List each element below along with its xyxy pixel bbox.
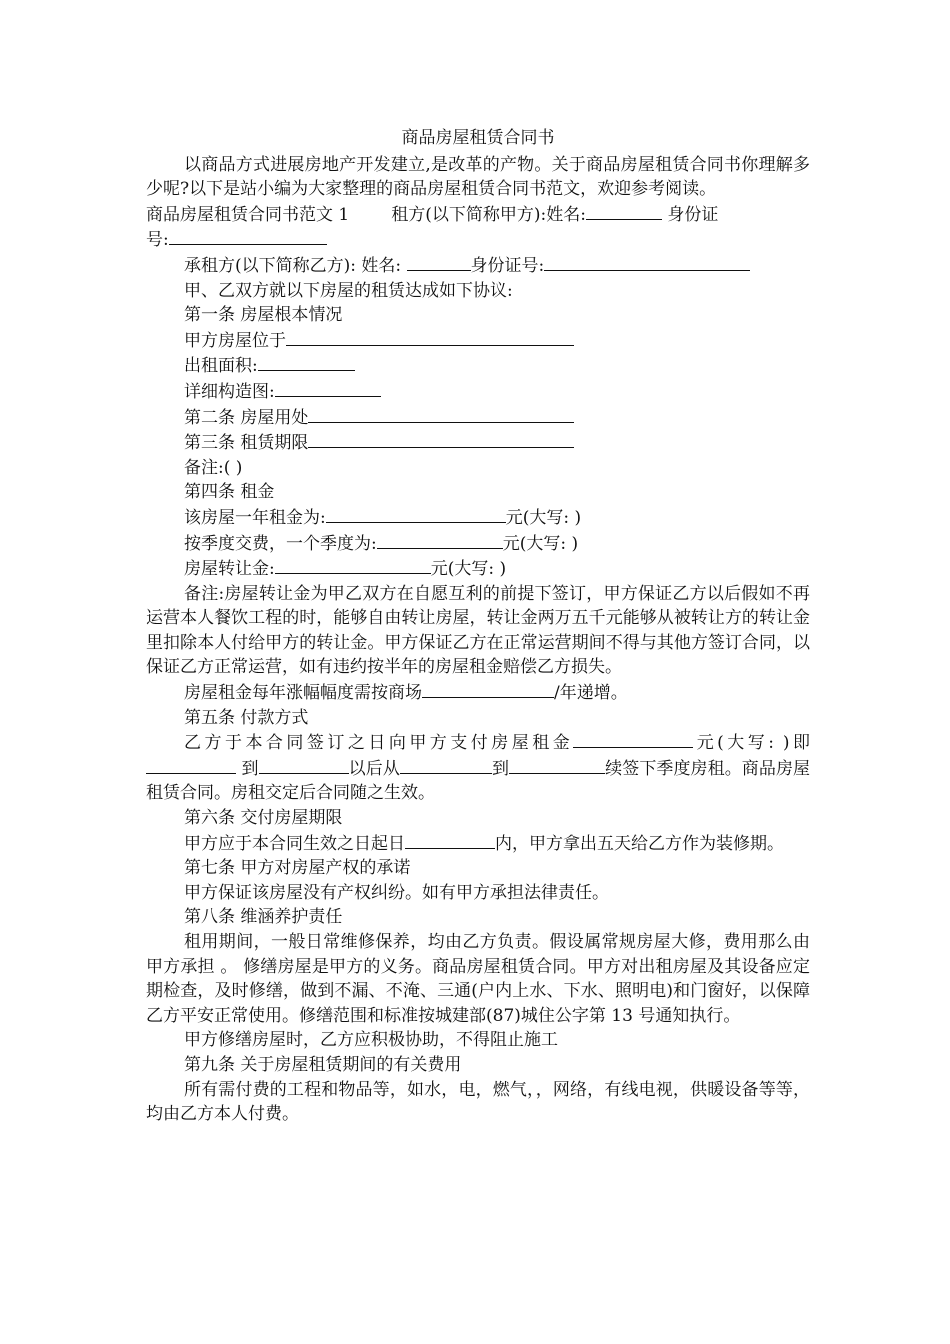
date-blank-1 (146, 756, 236, 774)
lessor-id-blank (169, 227, 327, 245)
annual-rent-blank (326, 505, 506, 523)
fees-paragraph: 所有需付费的工程和物品等，如水，电，燃气，，网络，有线电视，供暖设备等等，均由乙方本人付费。 (146, 1079, 810, 1125)
transfer-fee-line: 房屋转让金: 元(大写: ) (146, 556, 810, 582)
lessee-id-label: 身份证号: (470, 255, 545, 276)
intro-paragraph: 以商品方式进展房地产开发建立,是改革的产物。关于商品房屋租赁合同书你理解多少呢?以下是站小编为大家整理的商品房屋租赁合同书范文，欢迎参考阅读。 (146, 154, 810, 200)
article-5-heading: 第五条 付款方式 (184, 707, 309, 728)
maintenance-paragraph: 租用期间，一般日常维修保养，均由乙方负责。假设属常规房屋大修，费用那么由甲方承担 。 修缮房屋是甲方的义务。商品房屋租赁合同。甲方对出租房屋及其设备应定期检查，及时修缮，做到不漏、不淹、三通(户内上水、下水、照明电)和门窗好，以保障乙方平安正常使用。修缮范围和标准按城建部(87)城住公字第 13 号通知执行。 (146, 932, 810, 1026)
lessee-name-label: 承租方(以下简称乙方): 姓名: (184, 255, 402, 276)
lessee-line (146, 253, 810, 279)
payment-paragraph: 乙方于本合同签订之日向甲方支付房屋租金 元(大写: )即 到 以后从 到 续签下季度房租。商品房屋租赁合同。房租交定后合同随之生效。 (146, 730, 810, 806)
rent-increase-line: 房屋租金每年涨幅幅度需按商场 /年递增。 (146, 680, 810, 706)
article-4-heading: 第四条 租金 (184, 482, 275, 503)
sample-heading-line (146, 202, 810, 228)
date-blank-2 (259, 756, 349, 774)
lessee-name-blank (407, 253, 471, 271)
assist-line: 甲方修缮房屋时，乙方应积极协助，不得阻止施工 (184, 1030, 558, 1051)
note-1: 备注:( ) (184, 457, 243, 478)
article-8-heading: 第八条 维涵养护责任 (184, 907, 343, 928)
article-6-heading: 第六条 交付房屋期限 (184, 808, 343, 829)
agreement-line: 甲、乙双方就以下房屋的租赁达成如下协议: (184, 280, 513, 301)
area-blank (258, 353, 355, 371)
delivery-blank (405, 831, 495, 849)
location-blank (286, 328, 574, 346)
structure-blank (275, 379, 381, 397)
article-9-heading: 第九条 关于房屋租赁期间的有关费用 (184, 1054, 462, 1075)
quarter-rent-line: 按季度交费，一个季度为: 元(大写: ) (146, 531, 810, 557)
increase-blank (422, 680, 554, 698)
contract-body (146, 126, 810, 1127)
article-2-line: 第二条 房屋用处 (146, 405, 810, 431)
date-blank-3 (400, 756, 492, 774)
article-1-heading: 第一条 房屋根本情况 (184, 305, 343, 326)
payment-blank (573, 730, 693, 748)
quarter-rent-blank (377, 531, 503, 549)
date-blank-4 (509, 756, 605, 774)
lessor-id-label-a: 身份证 (667, 204, 719, 225)
term-blank (308, 430, 574, 448)
transfer-fee-blank (275, 556, 431, 574)
document-title: 商品房屋租赁合同书 (401, 128, 555, 148)
lessee-id-blank (544, 253, 750, 271)
lessor-name-blank (586, 202, 662, 220)
delivery-paragraph: 甲方应于本合同生效之日起日 内，甲方拿出五天给乙方作为装修期。 (146, 831, 810, 857)
structure-line: 详细构造图: (146, 379, 810, 405)
promise-line: 甲方保证该房屋没有产权纠纷。如有甲方承担法律责任。 (184, 882, 609, 903)
lessor-id-line: 号: (146, 227, 810, 253)
article-7-heading: 第七条 甲方对房屋产权的承诺 (184, 858, 411, 879)
usage-blank (308, 405, 574, 423)
article-3-line: 第三条 租赁期限 (146, 430, 810, 456)
location-line: 甲方房屋位于 (146, 328, 810, 354)
annual-rent-line: 该房屋一年租金为: 元(大写: ) (146, 505, 810, 531)
lessor-name-label: 租方(以下简称甲方):姓名: (391, 204, 586, 225)
note-2-paragraph: 备注:房屋转让金为甲乙双方在自愿互利的前提下签订，甲方保证乙方以后假如不再运营本人餐饮工程的时，能够自由转让房屋，转让金两万五千元能够从被转让方的转让金里扣除本人付给甲方的转让金。甲方保证乙方在正常运营期间不得与其他方签订合同，以保证乙方正常运营，如有违约按半年的房屋租金赔偿乙方损失。 (146, 583, 810, 678)
sample-title: 商品房屋租赁合同书范文 1 (146, 204, 350, 225)
area-line: 出租面积: (146, 353, 810, 379)
